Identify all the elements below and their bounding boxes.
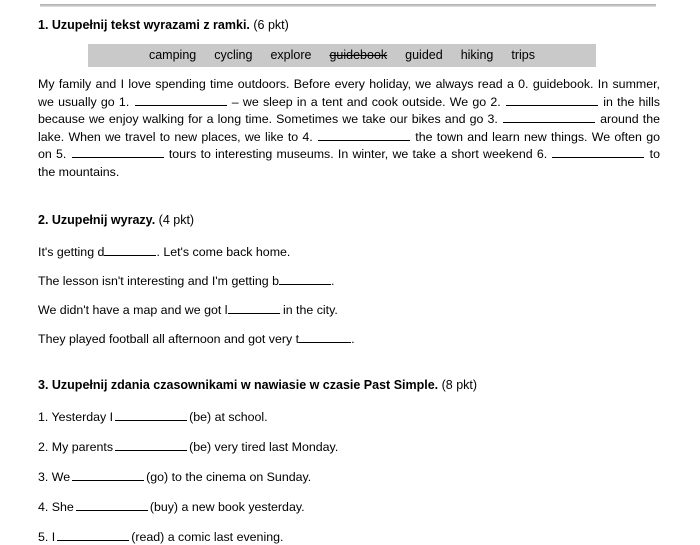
exercise-1-cloze-text <box>38 76 660 181</box>
word-bank <box>88 44 596 67</box>
item-text-before: They played football all afternoon and got very t <box>38 332 300 346</box>
answer-blank[interactable] <box>72 469 144 481</box>
answer-blank[interactable] <box>104 244 156 256</box>
item-text-before: It's getting d <box>38 245 105 259</box>
exercise-3-item <box>38 439 660 455</box>
word-bank-item[interactable]: camping <box>148 48 197 62</box>
answer-blank[interactable] <box>279 273 331 285</box>
worksheet-content <box>38 17 660 545</box>
word-bank-item-used[interactable]: guidebook <box>329 48 388 62</box>
cloze-blank-4[interactable] <box>318 129 410 141</box>
exercise-3-item <box>38 409 660 425</box>
exercise-2-item <box>38 244 660 260</box>
answer-blank[interactable] <box>115 439 187 451</box>
item-text-before: 4. She <box>38 500 74 514</box>
answer-blank[interactable] <box>228 302 280 314</box>
cloze-part-2: in the hills because we enjoy walking for a long time. Sometimes we take our bikes and go 3. <box>38 94 660 126</box>
item-text-before: 5. I <box>38 530 56 544</box>
item-text-after: . Let's come back home. <box>156 245 291 259</box>
item-text-before: 2. My parents <box>38 440 114 454</box>
word-bank-item[interactable]: cycling <box>214 48 253 62</box>
cloze-blank-6[interactable] <box>552 146 644 158</box>
word-bank-item[interactable]: trips <box>511 48 535 62</box>
cloze-part-5: tours to interesting museums. In winter, we take a short weekend 6. <box>168 147 548 161</box>
cloze-blank-2[interactable] <box>506 94 598 106</box>
exercise-2-item <box>38 302 660 318</box>
item-text-before: 1. Yesterday I <box>38 410 114 424</box>
cloze-part-4: the town and learn new things. We often go on 5. <box>38 129 660 161</box>
exercise-2-list <box>38 244 660 347</box>
exercise-2-item <box>38 331 660 347</box>
top-horizontal-rule <box>40 4 656 7</box>
item-text-after: (buy) a new book yesterday. <box>149 500 305 514</box>
exercise-1-points: (6 pkt) <box>253 18 289 32</box>
exercise-3-item <box>38 529 660 545</box>
item-text-before: We didn't have a map and we got l <box>38 303 228 317</box>
exercise-3-item <box>38 469 660 485</box>
cloze-part-3: around the lake. When we travel to new places, we like to 4. <box>38 112 660 144</box>
item-text-after: . <box>330 274 335 288</box>
cloze-part-6: to the mountains. <box>38 147 661 179</box>
cloze-blank-3[interactable] <box>503 111 595 123</box>
item-text-after: (be) very tired last Monday. <box>189 440 339 454</box>
word-bank-item[interactable]: hiking <box>460 48 494 62</box>
exercise-2 <box>38 212 660 347</box>
exercise-2-points: (4 pkt) <box>158 213 195 227</box>
exercise-2-heading <box>38 212 660 228</box>
exercise-3-list <box>38 409 660 545</box>
cloze-blank-5[interactable] <box>72 146 164 158</box>
item-text-before: The lesson isn't interesting and I'm getting b <box>38 274 279 288</box>
exercise-1-heading <box>38 17 660 33</box>
exercise-3-heading <box>38 377 660 393</box>
item-text-before: 3. We <box>38 470 71 484</box>
exercise-2-item <box>38 273 660 289</box>
cloze-part-0: My family and I love spending time outdoors. Before every holiday, we always read a 0. guidebook. In summer, we usually go 1. <box>38 77 660 109</box>
exercise-3-title: 3. Uzupełnij zdania czasownikami w nawiasie w czasie Past Simple. <box>38 378 439 392</box>
item-text-after: (read) a comic last evening. <box>131 530 284 544</box>
exercise-3-item <box>38 499 660 515</box>
item-text-after: . <box>351 332 355 346</box>
item-text-after: in the city. <box>279 303 338 317</box>
item-text-after: (go) to the cinema on Sunday. <box>146 470 312 484</box>
cloze-part-1: – we sleep in a tent and cook outside. We go 2. <box>231 94 501 109</box>
item-text-after: (be) at school. <box>189 410 268 424</box>
exercise-3-points: (8 pkt) <box>441 378 478 392</box>
answer-blank[interactable] <box>76 499 148 511</box>
exercise-2-title: 2. Uzupełnij wyrazy. <box>38 213 156 227</box>
answer-blank[interactable] <box>57 529 129 541</box>
exercise-1 <box>38 17 660 181</box>
word-bank-item[interactable]: guided <box>405 48 443 62</box>
answer-blank[interactable] <box>299 331 351 343</box>
exercise-1-title: 1. Uzupełnij tekst wyrazami z ramki. <box>38 18 250 32</box>
answer-blank[interactable] <box>115 409 187 421</box>
word-bank-item[interactable]: explore <box>270 48 312 62</box>
cloze-blank-1[interactable] <box>135 94 227 106</box>
